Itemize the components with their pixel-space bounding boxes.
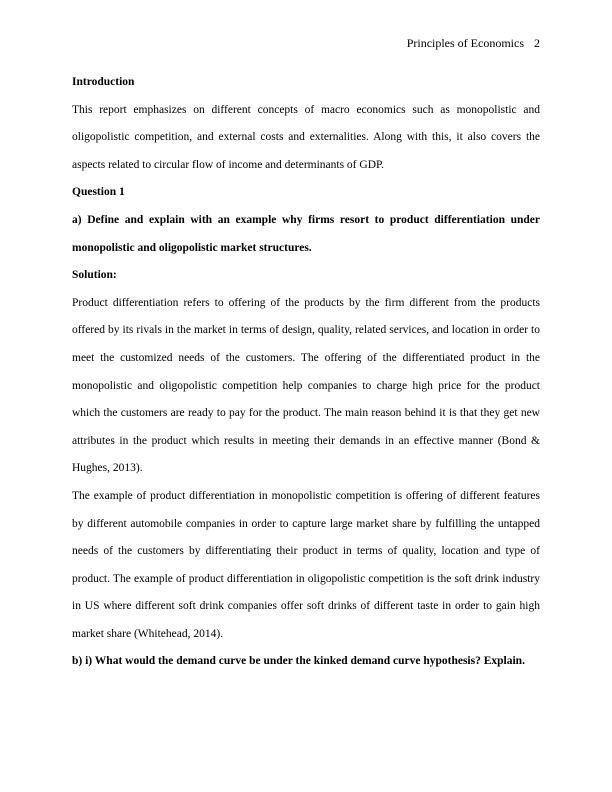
solution-paragraph-1: Product differentiation refers to offering of the products by the firm different from the products offered by its rivals in the market in terms of design, quality, related services, and location in order to meet the customized needs of the customers. The offering of the differentiated product in the monopolistic and oligopolistic competition help companies to charge high price for the product which the customers are ready to pay for the product. The main reason behind it is that they get new attributes in the product which results in meeting their demands in an effective manner (Bond & Hughes, 2013). bbox=[72, 296, 540, 475]
question-1a-text: a) Define and explain with an example why firms resort to product differentiation under monopolistic and oligopolistic market structures. bbox=[72, 213, 540, 254]
page-header bbox=[407, 36, 540, 51]
question-1b-text: b) i) What would the demand curve be under the kinked demand curve hypothesis? Explain. bbox=[72, 655, 525, 668]
introduction-heading: Introduction bbox=[72, 76, 135, 88]
solution-heading: Solution: bbox=[72, 269, 117, 282]
solution-paragraph-2: The example of product differentiation in monopolistic competition is offering of different features by different automobile companies in order to capture large market share by fulfilling the untapped needs of the customers by differentiating their product in terms of quality, location and type of product. The example of product differentiation in oligopolistic competition is the soft drink industry in US where different soft drink companies offer soft drinks of different taste in order to gain high market share (Whitehead, 2014). bbox=[72, 489, 540, 640]
running-title: Principles of Economics bbox=[406, 36, 524, 50]
introduction-paragraph: This report emphasizes on different concepts of macro economics such as monopolistic and oligopolistic competition, and external costs and externalities. Along with this, it also covers the aspects related to circular flow of income and determinants of GDP. bbox=[72, 103, 540, 171]
page-number: 2 bbox=[534, 36, 540, 50]
document-body bbox=[72, 69, 540, 676]
question-1-heading: Question 1 bbox=[72, 186, 125, 199]
